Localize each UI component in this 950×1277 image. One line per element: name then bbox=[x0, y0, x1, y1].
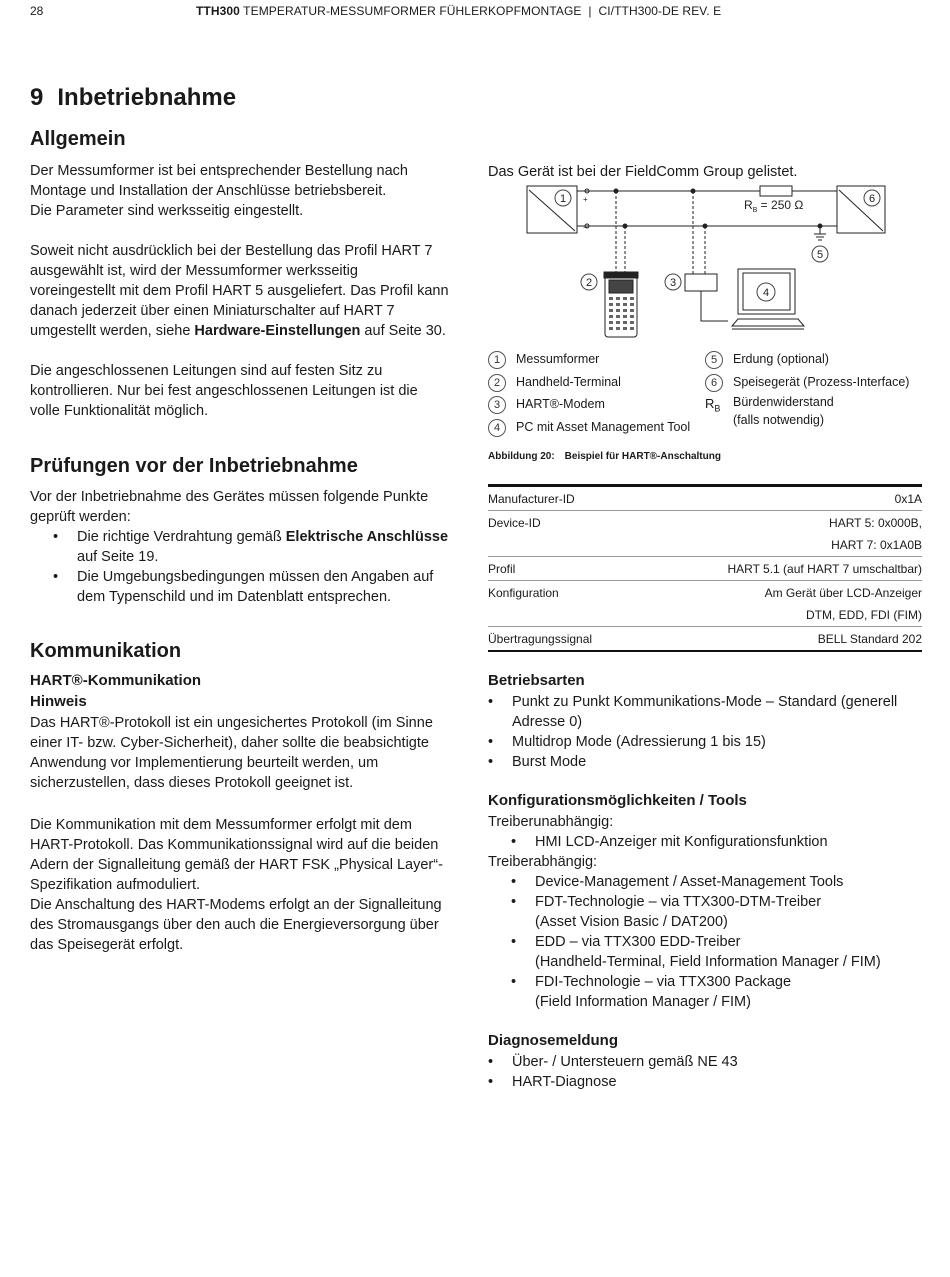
hinweis-label: Hinweis bbox=[30, 693, 87, 710]
table-row bbox=[488, 487, 922, 511]
chapter-name: Inbetriebnahme bbox=[57, 84, 237, 111]
callout-number: 6 bbox=[868, 193, 876, 205]
text-span: FDT-Technologie – via TTX300-DTM-Treiber bbox=[535, 894, 822, 910]
handheld-keypad bbox=[609, 297, 634, 330]
table-row bbox=[488, 627, 922, 652]
text-line: Spezifikation aufmoduliert. bbox=[30, 877, 201, 893]
table-key: Profil bbox=[488, 562, 516, 576]
text-line: HART-Protokoll. Das Kommunikationssignal wird auf die beiden bbox=[30, 837, 439, 853]
header-title: TEMPERATUR-MESSUMFORMER FÜHLERKOPFMONTAGE | CI/TTH300-DE REV. E bbox=[243, 4, 722, 18]
junction-dot bbox=[691, 189, 696, 194]
resistor-label bbox=[744, 198, 803, 214]
text-span: umgestellt werden, siehe bbox=[30, 323, 195, 339]
legend-number: 1 bbox=[488, 351, 506, 369]
kommunikation-paragraph bbox=[30, 815, 470, 955]
table-row bbox=[488, 581, 922, 627]
legend-label: Speisegerät (Prozess-Interface) bbox=[733, 374, 910, 389]
legend-item bbox=[705, 371, 925, 394]
text-line: Die angeschlossenen Leitungen sind auf festen Sitz zu bbox=[30, 363, 383, 379]
text-line: volle Funktionalität möglich. bbox=[30, 403, 209, 419]
table-key: Konfiguration bbox=[488, 586, 559, 600]
allgemein-paragraph-2 bbox=[30, 241, 470, 341]
resistor-r: R bbox=[744, 198, 753, 212]
callout-number: 1 bbox=[559, 193, 567, 205]
legend-item bbox=[488, 371, 698, 394]
text-span: auf Seite 30. bbox=[360, 323, 446, 339]
text-span: (falls notwendig) bbox=[733, 413, 825, 427]
callout-number: 2 bbox=[585, 277, 593, 289]
text-line: kontrollieren. Nur bei fest angeschlossenen Leitungen ist die bbox=[30, 383, 418, 399]
crossref-hardware-einstellungen[interactable]: Hardware-Einstellungen bbox=[194, 323, 361, 339]
table-value bbox=[639, 511, 922, 557]
legend-number: 5 bbox=[705, 351, 723, 369]
junction-dot bbox=[614, 189, 619, 194]
legend-item bbox=[488, 416, 698, 439]
modem-cable bbox=[701, 291, 728, 321]
text-line: Am Gerät über LCD-Anzeiger bbox=[764, 586, 922, 600]
list-item: • Device-Management / Asset-Management Tools bbox=[488, 872, 928, 892]
legend-symbol-rb bbox=[705, 393, 720, 420]
junction-dot bbox=[818, 224, 823, 229]
text-line: HART 7: 0x1A0B bbox=[831, 538, 922, 552]
text-span: (Handheld-Terminal, Field Information Manager / FIM) bbox=[535, 954, 881, 970]
legend-item bbox=[705, 393, 925, 429]
heading-betriebsarten: Betriebsarten bbox=[488, 672, 585, 689]
table-value bbox=[639, 581, 922, 627]
text-line: DTM, EDD, FDI (FIM) bbox=[806, 608, 922, 622]
text-span: Bürdenwiderstand bbox=[733, 395, 834, 409]
legend-number: 2 bbox=[488, 374, 506, 392]
table-value: HART 5.1 (auf HART 7 umschaltbar) bbox=[727, 562, 922, 576]
list-item: • Burst Mode bbox=[488, 752, 928, 772]
text-line: Das HART®-Protokoll ist ein ungesichertes Protokoll (im Sinne bbox=[30, 715, 433, 731]
list-item bbox=[488, 972, 928, 1012]
text-span: Die richtige Verdrahtung gemäß bbox=[77, 529, 286, 545]
allgemein-paragraph-3 bbox=[30, 361, 470, 421]
text-span: (Asset Vision Basic / DAT200) bbox=[535, 914, 728, 930]
text-line: Soweit nicht ausdrücklich bei der Bestellung das Profil HART 7 bbox=[30, 243, 433, 259]
text-line: Adern der Signalleitung gemäß der HART FSK „Physical Layer“- bbox=[30, 857, 443, 873]
treiberabhaengig-label: Treiberabhängig: bbox=[488, 854, 598, 870]
text-line: Vor der Inbetriebnahme des Gerätes müssen folgende Punkte bbox=[30, 489, 429, 505]
plus-sign: + bbox=[583, 195, 588, 204]
table-key: Manufacturer-ID bbox=[488, 492, 575, 506]
page-number: 28 bbox=[30, 4, 44, 18]
allgemein-paragraph-1 bbox=[30, 161, 470, 221]
text-line: des Stromausgangs über den auch die Energieversorgung über bbox=[30, 917, 439, 933]
legend-label: Messumformer bbox=[516, 352, 600, 366]
list-item bbox=[30, 567, 470, 607]
subheading-hart: HART®-Kommunikation bbox=[30, 672, 202, 689]
text-span: auf Seite 19. bbox=[77, 549, 159, 565]
text-line: sicherzustellen, dass dieses Protokoll geeignet ist. bbox=[30, 775, 354, 791]
hart-wiring-diagram bbox=[488, 180, 908, 345]
rb-subscript: B bbox=[714, 403, 721, 414]
text-span: (Field Information Manager / FIM) bbox=[535, 994, 751, 1010]
pruefungen-list bbox=[30, 527, 470, 607]
text-line: danach jederzeit über einen Miniaturschalter auf HART 7 bbox=[30, 303, 395, 319]
legend-item bbox=[488, 393, 698, 416]
junction-dot bbox=[703, 224, 708, 229]
heading-pruefungen: Prüfungen vor der Inbetriebnahme bbox=[30, 455, 358, 477]
header-product: TTH300 bbox=[196, 4, 240, 18]
legend-item bbox=[705, 348, 925, 371]
list-item bbox=[30, 527, 470, 567]
text-line: Der Messumformer ist bei entsprechender Bestellung nach bbox=[30, 163, 408, 179]
list-item bbox=[488, 692, 928, 732]
table-key: Device-ID bbox=[488, 516, 541, 530]
text-span: dem Typenschild und im Datenblatt entsprechen. bbox=[77, 589, 392, 605]
text-line: Anwendung vor Implementierung beurteilt werden, um bbox=[30, 755, 379, 771]
figure-caption bbox=[488, 451, 721, 462]
resistor-value: = 250 Ω bbox=[757, 198, 804, 212]
running-header bbox=[196, 4, 721, 18]
diagnose-list bbox=[488, 1052, 928, 1092]
list-item: • Multidrop Mode (Adressierung 1 bis 15) bbox=[488, 732, 928, 752]
heading-konfiguration: Konfigurationsmöglichkeiten / Tools bbox=[488, 792, 747, 809]
legend-label: Erdung (optional) bbox=[733, 352, 829, 366]
legend-label bbox=[733, 393, 834, 429]
callout-number: 3 bbox=[669, 277, 677, 289]
table-row bbox=[488, 511, 922, 557]
rb-r: R bbox=[705, 396, 715, 411]
text-span: Adresse 0) bbox=[512, 714, 583, 730]
burden-resistor bbox=[760, 186, 792, 196]
handheld-top bbox=[604, 272, 638, 278]
heading-diagnose: Diagnosemeldung bbox=[488, 1032, 619, 1049]
legend-right bbox=[705, 348, 925, 429]
list-item: • Über- / Untersteuern gemäß NE 43 bbox=[488, 1052, 928, 1072]
text-line: geprüft werden: bbox=[30, 509, 131, 525]
minus-sign: − bbox=[583, 223, 588, 232]
spec-table bbox=[488, 487, 922, 652]
list-item bbox=[488, 932, 928, 972]
text-line: Die Kommunikation mit dem Messumformer erfolgt mit dem bbox=[30, 817, 412, 833]
chapter-title bbox=[30, 84, 236, 112]
chapter-number: 9 bbox=[30, 84, 44, 111]
legend-number: 6 bbox=[705, 374, 723, 392]
caption-label: Abbildung 20: bbox=[488, 451, 555, 462]
pc-keyboard bbox=[732, 319, 804, 326]
legend-number: 3 bbox=[488, 396, 506, 414]
table-value: BELL Standard 202 bbox=[817, 632, 922, 646]
modem-box bbox=[685, 274, 717, 291]
legend-label: PC mit Asset Management Tool bbox=[516, 419, 691, 434]
list-item bbox=[488, 892, 928, 932]
table-row bbox=[488, 557, 922, 581]
fieldcomm-listed: Das Gerät ist bei der FieldComm Group gelistet. bbox=[488, 164, 798, 180]
pruefungen-intro bbox=[30, 487, 470, 527]
legend-label: HART®-Modem bbox=[516, 397, 605, 411]
text-span: FDI-Technologie – via TTX300 Package bbox=[535, 974, 792, 990]
crossref-elektrische-anschluesse[interactable]: Elektrische Anschlüsse bbox=[285, 529, 449, 545]
text-line: voreingestellt mit dem Profil HART 5 ausgeliefert. Das Profil kann bbox=[30, 283, 449, 299]
text-line: HART 5: 0x000B, bbox=[829, 516, 922, 530]
list-item: • HMI LCD-Anzeiger mit Konfigurationsfunktion bbox=[488, 832, 928, 852]
spec-table-wrapper bbox=[488, 484, 922, 652]
legend-number: 4 bbox=[488, 419, 506, 437]
betriebsarten-list bbox=[488, 692, 928, 772]
treiberunabhaengig-label: Treiberunabhängig: bbox=[488, 814, 614, 830]
text-span: Die Umgebungsbedingungen müssen den Angaben auf bbox=[77, 569, 434, 585]
text-line: einer IT- bzw. Cyber-Sicherheit), daher sollte die beabsichtigte bbox=[30, 735, 429, 751]
text-line bbox=[30, 321, 470, 341]
callout-number: 5 bbox=[816, 249, 824, 261]
text-span: Punkt zu Punkt Kommunikations-Mode – Standard (generell bbox=[512, 694, 898, 710]
resistor-subscript: B bbox=[752, 207, 758, 214]
text-line: ausgewählt ist, wird der Messumformer werksseitig bbox=[30, 263, 358, 279]
list-item: • HART-Diagnose bbox=[488, 1072, 928, 1092]
handheld-screen bbox=[609, 280, 633, 293]
hinweis-paragraph bbox=[30, 713, 470, 793]
treiberunabhaengig-list bbox=[488, 832, 928, 852]
treiberabhaengig-list bbox=[488, 872, 928, 1012]
heading-allgemein: Allgemein bbox=[30, 128, 126, 150]
legend-left bbox=[488, 348, 698, 438]
legend-label: Handheld-Terminal bbox=[516, 374, 621, 389]
text-line: Die Parameter sind werksseitig eingestellt. bbox=[30, 203, 304, 219]
heading-kommunikation: Kommunikation bbox=[30, 640, 182, 662]
text-line: das Speisegerät erfolgt. bbox=[30, 937, 184, 953]
text-line: Die Anschaltung des HART-Modems erfolgt an der Signalleitung bbox=[30, 897, 442, 913]
table-value: 0x1A bbox=[894, 492, 922, 506]
legend-item bbox=[488, 348, 698, 371]
junction-dot bbox=[623, 224, 628, 229]
text-span: EDD – via TTX300 EDD-Treiber bbox=[535, 934, 741, 950]
callout-number: 4 bbox=[762, 287, 770, 299]
text-line: Montage und Installation der Anschlüsse betriebsbereit. bbox=[30, 183, 387, 199]
table-key: Übertragungssignal bbox=[488, 632, 593, 646]
caption-text: Beispiel für HART®-Anschaltung bbox=[564, 451, 721, 462]
